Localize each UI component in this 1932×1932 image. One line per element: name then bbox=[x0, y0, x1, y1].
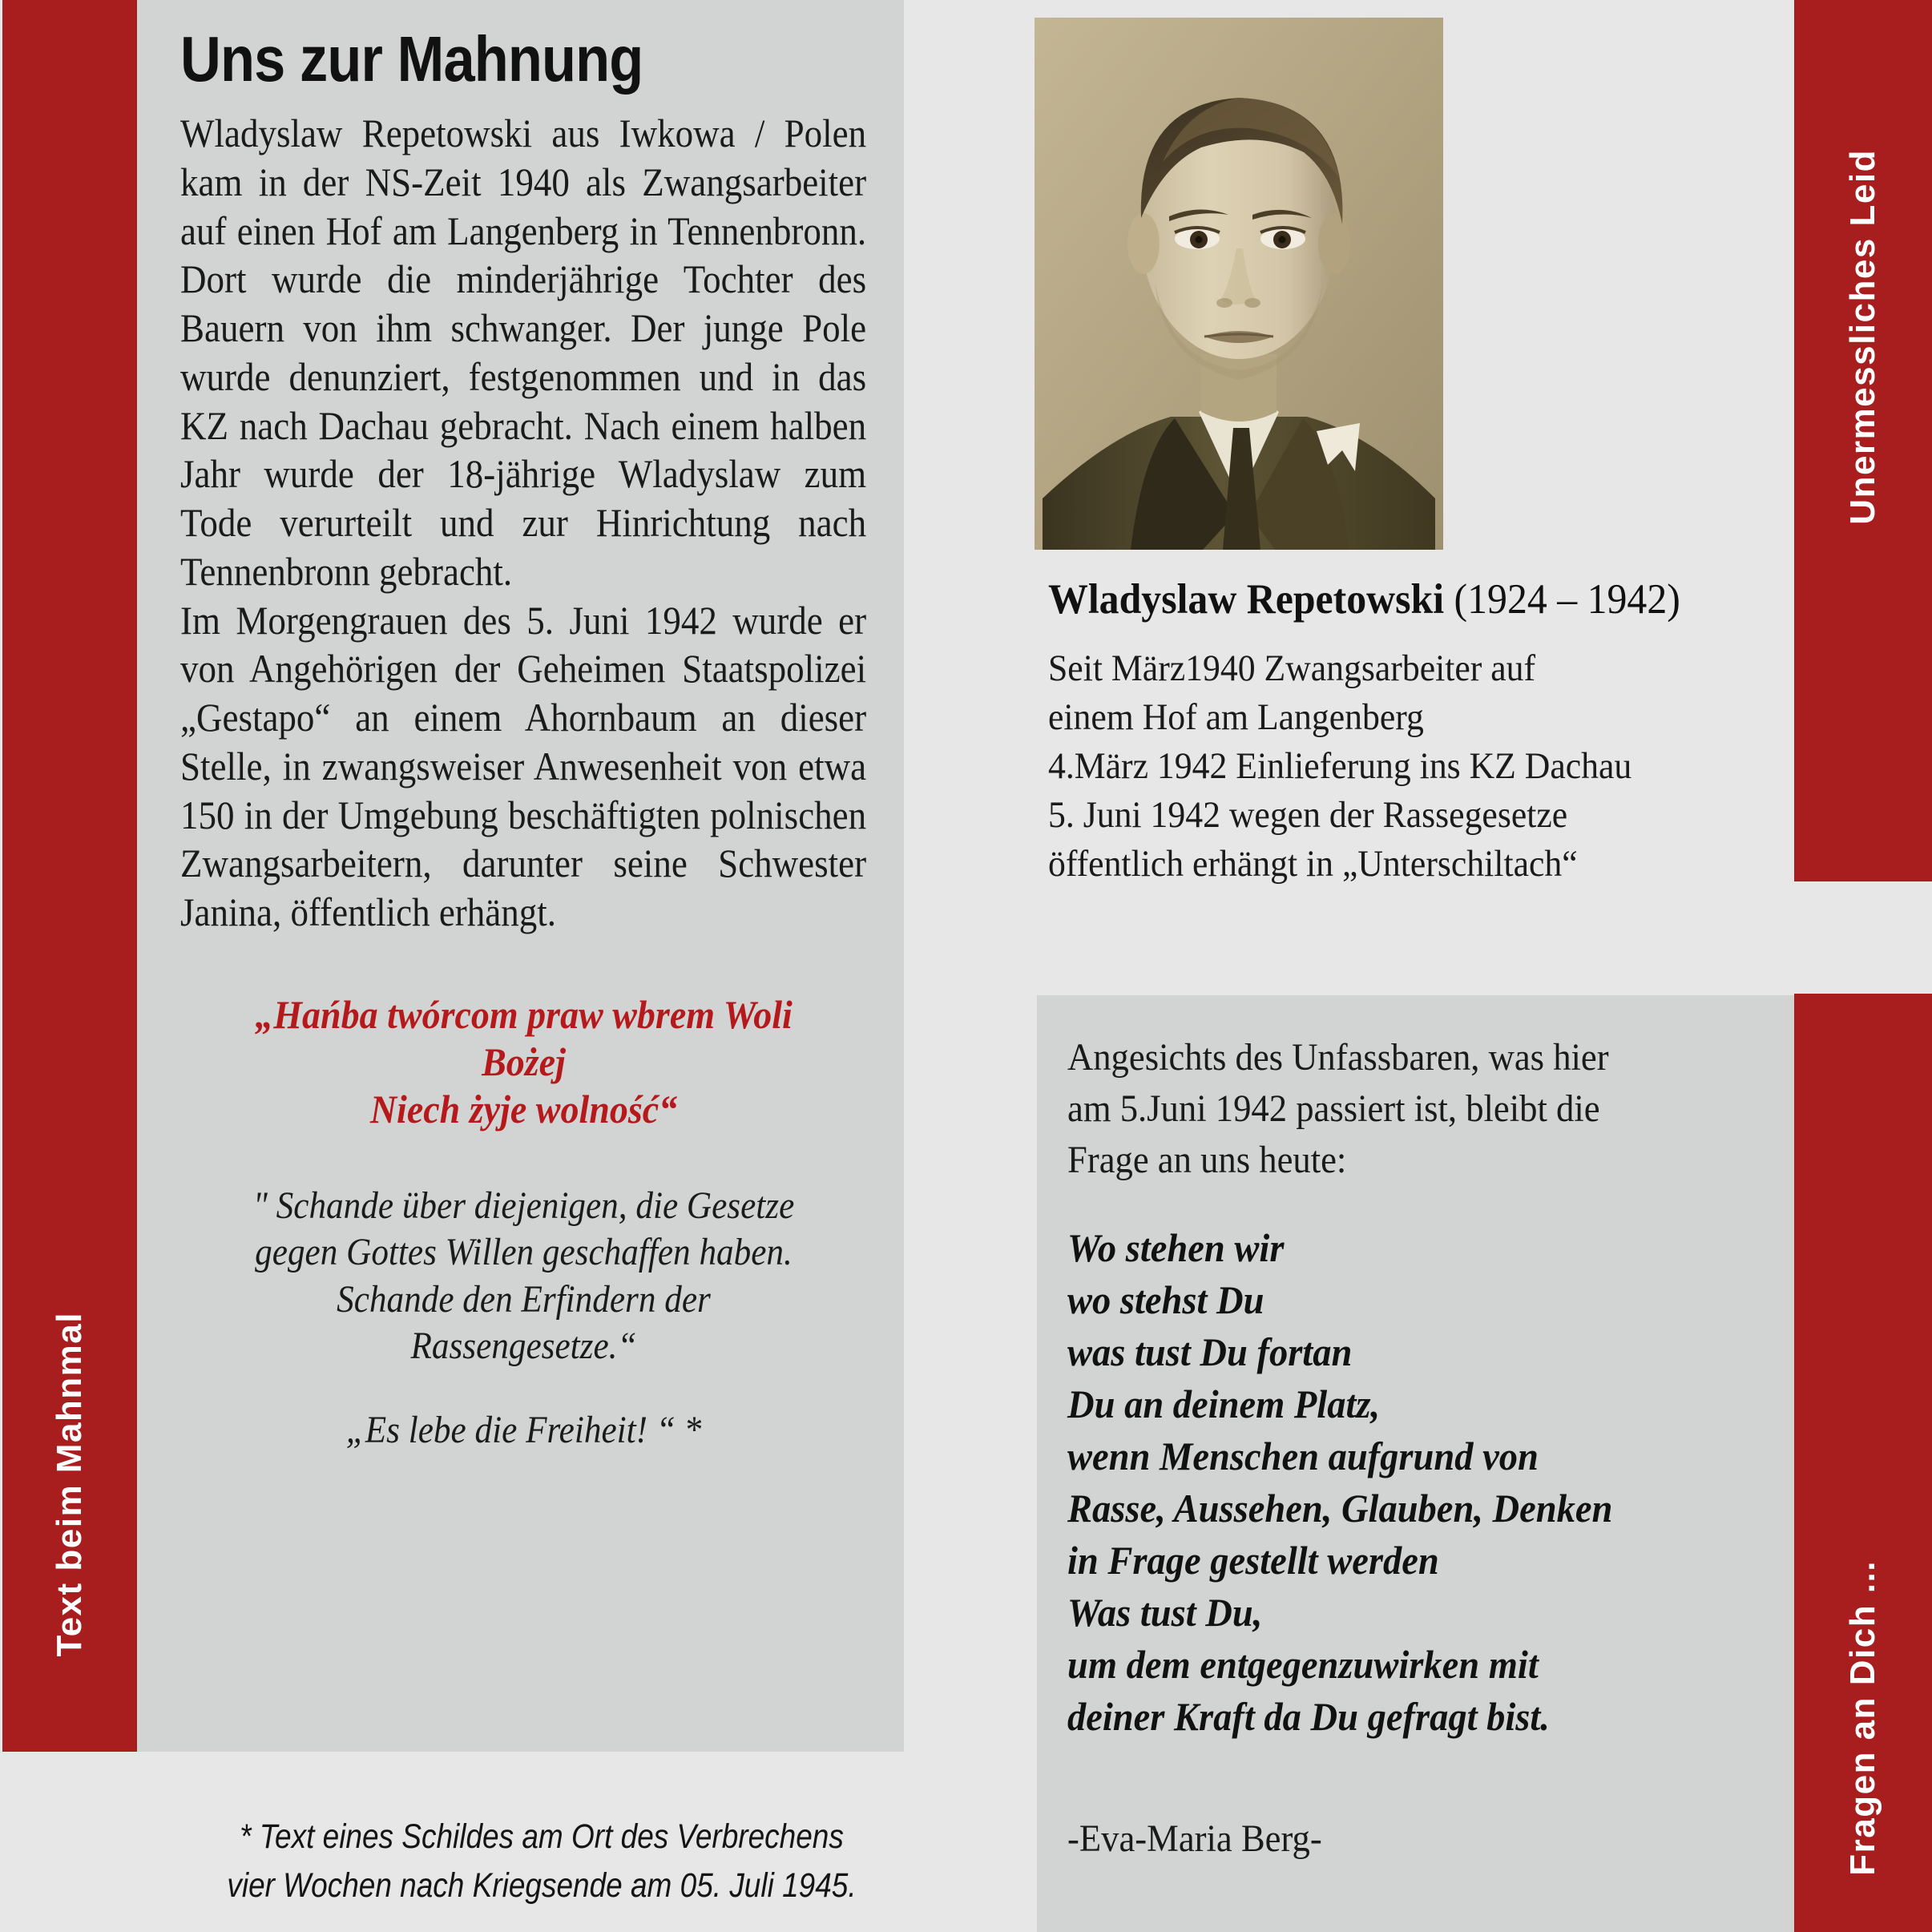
bio-line: 4.März 1942 Einlieferung ins KZ Dachau bbox=[1048, 745, 1632, 788]
poem-line: was tust Du fortan bbox=[1067, 1329, 1353, 1375]
poem-line: um dem entgegenzuwirken mit bbox=[1067, 1642, 1539, 1688]
intro-line: am 5.Juni 1942 passiert ist, bleibt die bbox=[1067, 1087, 1600, 1130]
polish-quote-line: Bożej bbox=[482, 1039, 566, 1084]
poem-line: wo stehst Du bbox=[1067, 1277, 1264, 1323]
bio-line: öffentlich erhängt in „Unterschiltach“ bbox=[1048, 843, 1578, 885]
bio-line: einem Hof am Langenberg bbox=[1048, 696, 1424, 739]
page-title: Uns zur Mahnung bbox=[180, 23, 643, 95]
footnote-line-1: * Text eines Schildes am Ort des Verbrechens bbox=[240, 1817, 844, 1856]
person-name-heading bbox=[1048, 575, 1757, 623]
poem-line: Was tust Du, bbox=[1067, 1590, 1263, 1636]
person-info-block bbox=[1048, 575, 1801, 889]
german-translation-quote bbox=[215, 1183, 833, 1454]
polish-quote-line: „Hańba twórcom praw wbrem Woli bbox=[255, 991, 793, 1037]
portrait-photo bbox=[1035, 18, 1443, 550]
intro-line: Angesichts des Unfassbaren, was hier bbox=[1067, 1036, 1609, 1079]
sidebar-red-bar-right-top bbox=[1794, 0, 1932, 881]
sidebar-label-text-beim-mahnmal: Text beim Mahnmal bbox=[50, 1312, 89, 1657]
bio-line: 5. Juni 1942 wegen der Rassegesetze bbox=[1048, 794, 1568, 837]
poem-line: deiner Kraft da Du gefragt bist. bbox=[1067, 1694, 1550, 1740]
polish-memorial-quote bbox=[208, 991, 839, 1133]
poem-line: in Frage gestellt werden bbox=[1067, 1538, 1439, 1583]
sidebar-red-bar-right-bottom bbox=[1794, 994, 1932, 1932]
intro-line: Frage an uns heute: bbox=[1067, 1138, 1347, 1181]
footnote bbox=[194, 1813, 890, 1910]
main-text-panel bbox=[137, 0, 904, 1752]
german-quote-line: " Schande über diejenigen, die Gesetze bbox=[252, 1184, 795, 1227]
german-quote-line: Schande den Erfindern der bbox=[337, 1277, 711, 1321]
poem-line: Du an deinem Platz, bbox=[1067, 1381, 1381, 1427]
body-paragraph-1: Wladyslaw Repetowski aus Iwkowa / Polen kam in der NS-Zeit 1940 als Zwangsarbeiter auf einen Hof am Langenberg in Tennenbronn. Dort wurde die minderjährige Tochter des Bauern von ihm schwanger. Der junge Pole wurde denunziert, festgenommen und in das KZ nach Dachau gebracht. Nach einem halben Jahr wurde der 18-jährige Wladyslaw zum Tode verurteilt und zur Hinrichtung nach Tennenbronn gebracht. bbox=[180, 111, 867, 594]
body-paragraph-2: Im Morgengrauen des 5. Juni 1942 wurde er von Angehörigen der Geheimen Staatspolizei „Gestapo“ an einem Ahornbaum an dieser Stelle, in zwangsweiser Anwesenheit von etwa 150 in der Umgebung beschäftigten polnischen Zwangsarbeitern, darunter seine Schwester Janina, öffentlich erhängt. bbox=[180, 597, 867, 934]
sidebar-red-bar-left bbox=[2, 0, 137, 1752]
person-lifespan: (1924 – 1942) bbox=[1444, 576, 1680, 623]
portrait-photo-image bbox=[1035, 18, 1443, 550]
poem bbox=[1067, 1222, 1786, 1743]
german-quote-freedom-line: „Es lebe die Freiheit! “ * bbox=[345, 1408, 702, 1451]
german-quote-line: Rassengesetze.“ bbox=[410, 1325, 637, 1368]
poem-author: -Eva-Maria Berg- bbox=[1067, 1817, 1322, 1861]
poem-line: Rasse, Aussehen, Glauben, Denken bbox=[1067, 1486, 1613, 1531]
poem-line: wenn Menschen aufgrund von bbox=[1067, 1434, 1539, 1479]
person-name-text: Wladyslaw Repetowski bbox=[1048, 576, 1445, 623]
footnote-line-2: vier Wochen nach Kriegsende am 05. Juli 1945. bbox=[227, 1866, 857, 1906]
sidebar-label-fragen-an-dich: Fragen an Dich ... bbox=[1843, 1560, 1882, 1876]
questions-panel bbox=[1037, 995, 1794, 1932]
poem-line: Wo stehen wir bbox=[1067, 1225, 1285, 1271]
polish-quote-line: Niech żyje wolność“ bbox=[369, 1086, 678, 1131]
bio-line: Seit März1940 Zwangsarbeiter auf bbox=[1048, 647, 1536, 689]
sidebar-label-unermessliches-leid: Unermessliches Leid bbox=[1843, 148, 1882, 525]
german-quote-line: gegen Gottes Willen geschaffen haben. bbox=[255, 1231, 793, 1274]
